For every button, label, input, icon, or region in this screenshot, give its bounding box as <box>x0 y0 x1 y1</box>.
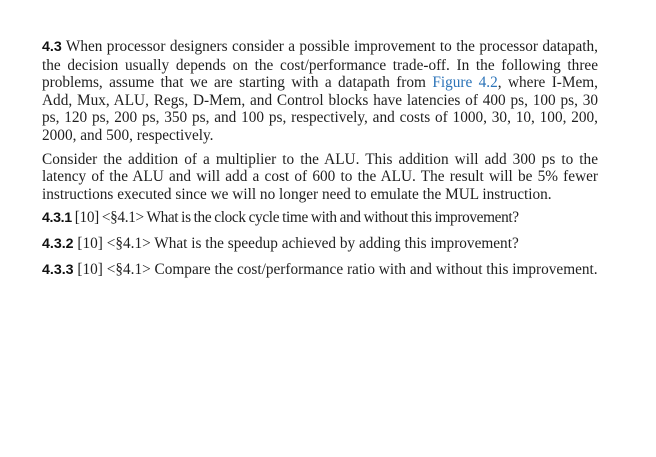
exercise-text: [10] <§4.1> What is the clock cycle time with and without this improvement? <box>74 209 519 227</box>
problem-number: 4.3 <box>42 39 62 55</box>
textbook-page <box>42 38 598 286</box>
context-paragraph: Consider the addition of a multiplier to the ALU. This addition will add 300 ps to the latency of the ALU and will add a cost of 600 to the ALU. The result will be 5% fewer instructions executed since we will no longer need to emulate the MUL instruction. <box>42 150 598 203</box>
problem-statement <box>42 38 598 145</box>
exercise-text: [10] <§4.1> Compare the cost/performance ratio with and without this improvement. <box>77 260 598 278</box>
problem-intro: When processor designers consider a possible improvement to the processor datapath, the decision usually depends on the cost/performance trade-off. In the following three problems, assume that we are starting with a datapath from <box>42 38 598 92</box>
exercise-item <box>42 209 598 228</box>
exercise-number: 4.3.3 <box>42 261 74 278</box>
problem-intro-continued: , where I-Mem, Add, Mux, ALU, Regs, D-Mem, and Control blocks have latencies of 400 ps, 100 ps, 30 ps, 120 ps, 200 ps, 350 ps, and 100 ps, respectively, and costs of 1000, 30, 10, 100, 200, 2000, and 500, respectively. <box>42 74 598 144</box>
exercise-item <box>42 261 598 280</box>
exercise-number: 4.3.1 <box>42 210 72 227</box>
exercise-text: [10] <§4.1> What is the speedup achieved by adding this improvement? <box>77 234 519 252</box>
figure-link[interactable]: Figure 4.2 <box>432 74 498 92</box>
exercise-number: 4.3.2 <box>42 235 74 252</box>
exercise-item <box>42 235 598 254</box>
